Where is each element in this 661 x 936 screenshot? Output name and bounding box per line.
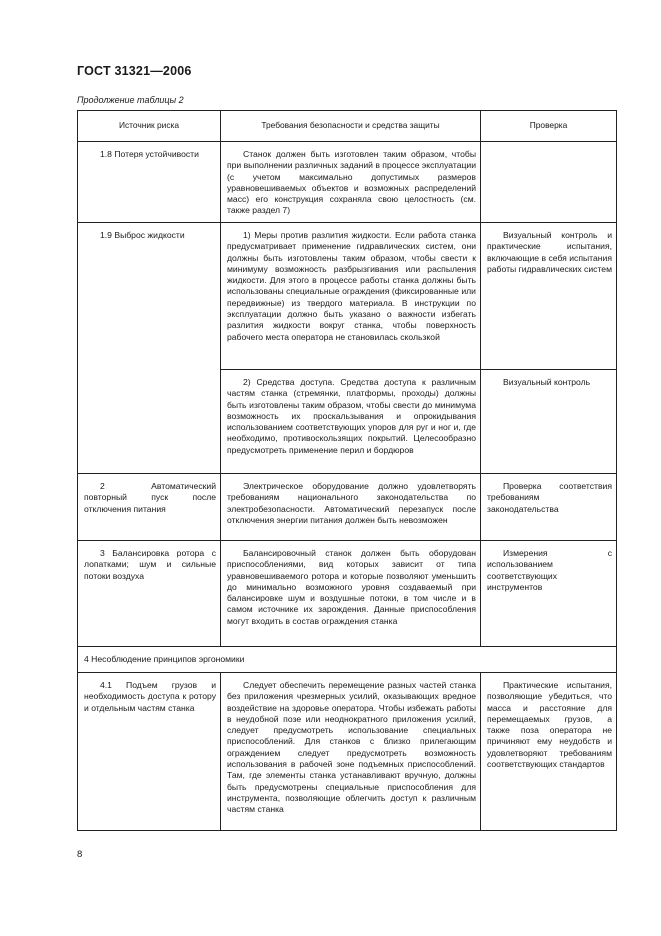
table-row [78,142,617,223]
check-cell [481,142,617,223]
section-row [78,647,617,673]
requirement-cell: Следует обеспечить перемещение разных частей станка без приложения чрезмерных усилий, оказывающих вредное воздействие на здоровье оператора. Чтобы избежать работы в неудобной позе или неоднократного приложения усилий, следует предусмотреть использование специальных приспособлений. Для станков с близко прилегающим ограждением следует предусмотреть возможность использования в рабочей зоне подъемных приспособлений. Там, где элементы станка устанавливают вручную, должны быть предусмотрены специальные приспособления для инструмента, позволяющие облегчить доступ к различным частям станка [221,673,481,831]
table-row [78,223,617,370]
column-header-check: Проверка [481,111,617,142]
document-title: ГОСТ 31321—2006 [77,64,192,78]
column-header-source: Источник риска [78,111,221,142]
table-header-row [78,111,617,142]
check-cell: Практические испытания, позволяющие убедиться, что масса и расстояние для перемещаемых грузов, а также поза оператора не причиняют ему неудобств и удовлетворяют требованиям соответствующих стандартов [481,673,617,831]
section-heading: 4 Несоблюдение принципов эргономики [78,647,617,673]
requirement-cell: Балансировочный станок должен быть оборудован приспособлениями, вид которых зависит от типа уравновешиваемого ротора и которые позволяют уменьшить до минимально возможного уровня создаваемый при балансировке шум и воздушные потоки, в том числе и в самом источнике их зарождения. Данные приспособления могут входить в состав ограждения станка [221,541,481,647]
table-row [78,541,617,647]
risk-source-cell: 1.9 Выброс жидкости [78,223,221,474]
page-number: 8 [77,849,83,860]
risk-source-cell: 4.1 Подъем грузов и необходимость доступа к ротору и отдельным частям станка [78,673,221,831]
table-row [78,474,617,541]
risk-source-cell: 2 Автоматический повторный пуск после отключения питания [78,474,221,541]
requirements-table [77,110,617,831]
check-cell: Визуальный контроль и практические испытания, включающие в себя испытания работы гидравлических систем [481,223,617,370]
requirement-cell: Электрическое оборудование должно удовлетворять требованиям национального законодательства по электробезопасности. Автоматический перезапуск после отключения энергии питания должен быть невозможен [221,474,481,541]
requirement-cell: Станок должен быть изготовлен таким образом, чтобы при выполнении различных заданий в процессе эксплуатации (с учетом максимально допустимых размеров уравновешиваемых объектов и возможных распределений масс) его конструкция сохраняла свою целостность (см. также раздел 7) [221,142,481,223]
requirement-cell: 2) Средства доступа. Средства доступа к различным частям станка (стремянки, платформы, проходы) должны быть изготовлены таким образом, чтобы свести до минимума возможность их проскальзывания и опрокидывания использованием соответствующих упоров для руг и ног и, где необходимо, противоскользящих покрытий. Целесообразно предусмотреть применение перил и бордюров [221,370,481,474]
risk-source-cell: 1.8 Потеря устойчивости [78,142,221,223]
table-caption: Продолжение таблицы 2 [77,95,184,105]
check-cell: Визуальный контроль [481,370,617,474]
check-cell: Проверка соответствия требованиям законодательства [481,474,617,541]
requirement-cell: 1) Меры против разлития жидкости. Если работа станка предусматривает применение гидравлических систем, они должны быть изготовлены таким образом, чтобы свести к минимуму возможность разбрызгивания или распыления жидкости. Для этого в процессе работы станка должны быть использованы специальные ограждения (фиксированные или передвижные) из твердого материала. В инструкции по эксплуатации должно быть указано о важности избегать разлития жидкости вокруг станка, чтобы поверхность рабочего места оператора не становилась скользкой [221,223,481,370]
check-cell: Измерения с использованием соответствующих инструментов [481,541,617,647]
table-row [78,673,617,831]
column-header-requirements: Требования безопасности и средства защиты [221,111,481,142]
risk-source-cell: 3 Балансировка ротора с лопатками; шум и сильные потоки воздуха [78,541,221,647]
